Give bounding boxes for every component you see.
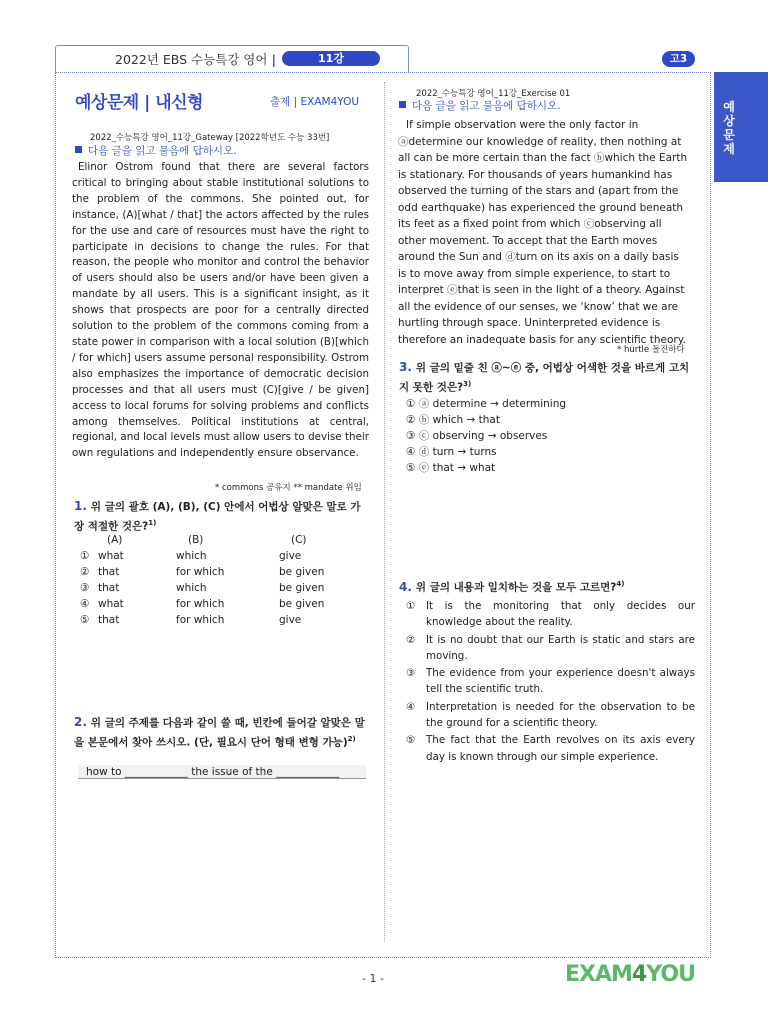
q4-option: ① It is the monitoring that only decides our knowledge about the reality. (406, 600, 695, 629)
q3-option: ③ ⓒ observing → observes (406, 430, 548, 442)
passage-line: odd earthquake) has experienced the ground beneath (398, 201, 684, 214)
left-footnote: * commons 공유지 ** mandate 위임 (215, 483, 362, 493)
grade-pill: 고3 (662, 51, 695, 67)
q1-col-headers: (A) (B) (C) (107, 534, 307, 546)
q3-option: ① ⓐ determine → determining (406, 398, 567, 410)
passage-line: interpret ⓔthat is seen in the light of a theory. Against (398, 284, 685, 296)
q4-options (406, 598, 695, 766)
question-4: 4. 위 글의 내용과 일치하는 것을 모두 고르면?$^{4)}$ (399, 579, 625, 594)
passage-line: If simple observation were the only factor in (406, 119, 639, 131)
q3-option: ⑤ ⓔ that → what (406, 462, 496, 474)
passage-line: ⓐdetermine our knowledge of reality, then nothing at (398, 135, 682, 148)
exam4you-logo: EXAM4YOU (565, 962, 695, 987)
q1-option: ③ that which be given (80, 582, 325, 594)
right-source: 2022_수능특강 영어_11강_Exercise 01 (416, 89, 571, 99)
question-3: 3. 위 글의 밑줄 친 ⓐ~ⓔ 중, 어법상 어색한 것을 바르게 고치지 못한 것은?$^{3)}$ (399, 360, 690, 394)
passage-line: all the evidence of our senses, we ‘know’ that we are (398, 300, 679, 313)
square-bullet-icon (399, 101, 406, 108)
q4-option: ④ Interpretation is needed for the observation to be the ground for a scientific theory. (406, 700, 695, 730)
passage-line: hurtling through space. Uninterpreted evidence is (398, 317, 661, 329)
column-divider (384, 82, 385, 942)
right-instruction: 다음 글을 읽고 물음에 답하시오. (399, 98, 561, 113)
right-footnote: * hurtle 돌진하다 (617, 345, 685, 355)
q3-option: ④ ⓓ turn → turns (406, 446, 497, 458)
page-title: 예상문제 | 내신형 (75, 93, 203, 113)
q4-option: ② It is no doubt that our Earth is static and stars are moving. (406, 633, 695, 662)
passage-line: all can be more certain than the fact ⓑwhich the Earth (398, 152, 688, 164)
q4-option: ③ The evidence from your experience doesn't always tell the scientific truth. (406, 667, 695, 696)
question-1: 1. 위 글의 괄호 (A), (B), (C) 안에서 어법상 알맞은 말로 가장 적절한 것은?$^{1)}$ (74, 499, 361, 533)
passage-line: its feet as a fixed point from which ⓒobserving all (398, 218, 662, 230)
q1-options (80, 534, 370, 630)
q1-option: ⑤ that for which give (80, 614, 302, 626)
q1-option: ② that for which be given (80, 566, 325, 578)
passage-line: around the Sun and ⓓturn on its axis on a daily basis (398, 251, 679, 263)
square-bullet-icon (75, 146, 82, 153)
q3-option: ② ⓑ which → that (406, 414, 500, 426)
passage-line: other movement. To accept that the Earth moves (398, 234, 658, 247)
left-instruction: 다음 글을 읽고 물음에 답하시오. (75, 143, 237, 158)
q1-option: ① what which give (80, 550, 302, 562)
left-passage: Elinor Ostrom found that there are several factors critical to bringing about stable institutional solutions to the problem of the commons. She pointed out, for instance, (A)[what / that] the actors affected by the rules for the use and care of resources must have the right to participate in decisions to change the rules. For that reason, the people who monitor and control the behavior of users should also be users and/or have been given a mandate by all users. This is a significant insight, as it shows that prospects are poor for a centrally directed solution to the problem of the commons coming from a state power in comparison with a local solution (B)[which / for which] users assume personal responsibility. Ostrom also emphasizes the importance of democratic decision processes and that all users must (C)[give / be given] access to local forums for solving problems and conflicts among themselves. Political institutions at central, regional, and local levels must allow users to devise their own regulations and independently ensure observance. (72, 161, 369, 460)
credit: 출제 | EXAM4YOU (270, 96, 360, 108)
q1-option: ④ what for which be given (80, 598, 325, 610)
header-title: 2022년 EBS 수능특강 영어 | (115, 52, 277, 67)
left-source: 2022_수능특강 영어_11강_Gateway [2022학년도 수능 33번] (90, 133, 330, 143)
page-number: - 1 - (362, 972, 384, 985)
passage-line: is stationary. For thousands of years humankind has (398, 168, 673, 181)
passage-line: therefore an inadequate basis for any scientific theory. (398, 333, 686, 346)
passage-line: observed the turning of the stars and (apart from the (398, 185, 679, 197)
question-2: 2. 위 글의 주제를 다음과 같이 쓸 때, 빈칸에 들어갈 알맞은 말을 본문에서 찾아 쓰시오. (단, 필요시 단어 형태 변형 가능)$^{2)}$ (74, 715, 365, 749)
passage-line: is to move away from simple experience, to start to (398, 267, 671, 280)
right-passage (398, 117, 695, 348)
side-tab-label: 예상문제 (723, 100, 735, 156)
answer-blank[interactable]: how to ____________ the issue of the ____________ (78, 765, 366, 779)
lesson-pill: 11강 (282, 51, 380, 66)
q3-options (406, 396, 686, 476)
q4-option: ⑤ The fact that the Earth revolves on its axis every day is known through our simple experience. (406, 734, 695, 763)
